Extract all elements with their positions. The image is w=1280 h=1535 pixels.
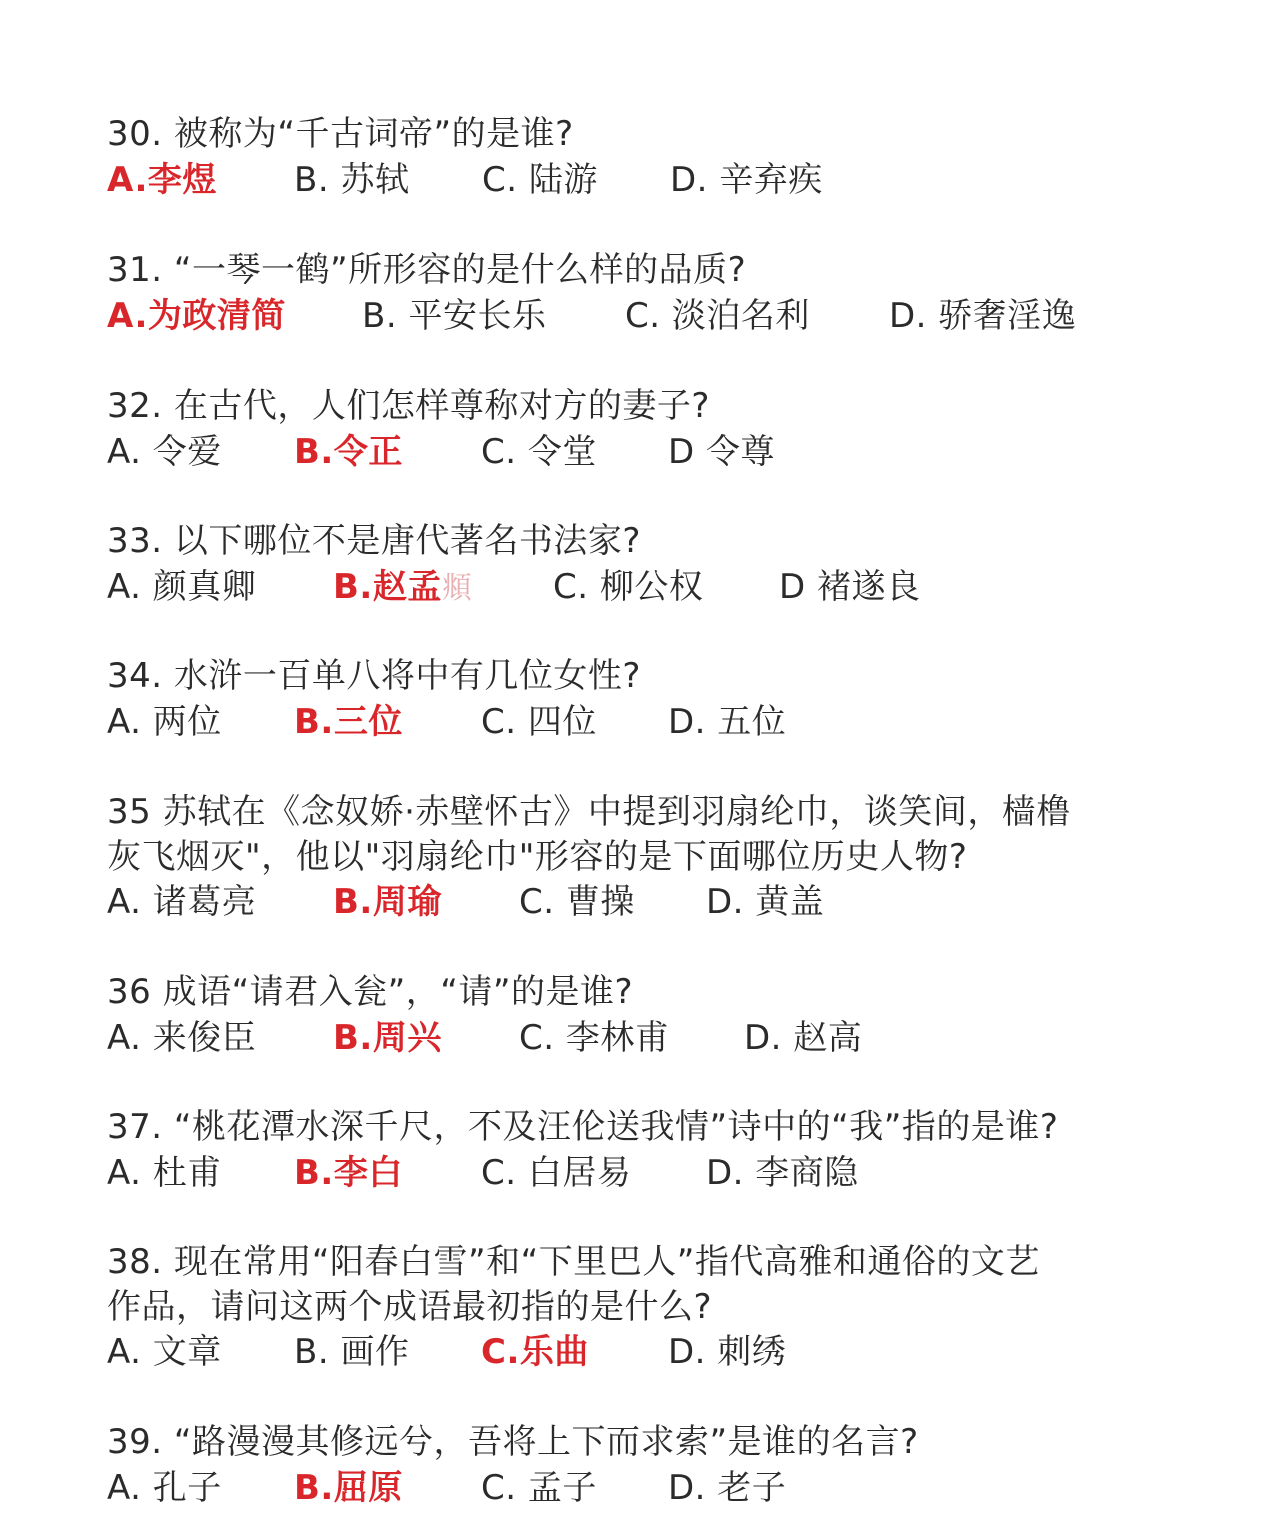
option-b: B.三位: [294, 702, 403, 742]
option-d: D 令尊: [668, 432, 775, 472]
option-b: B.周瑜: [333, 882, 442, 922]
option-c: C. 李林甫: [519, 1018, 670, 1058]
option-a: A. 两位: [107, 702, 222, 742]
option-a: A. 杜甫: [107, 1153, 222, 1193]
option-b-label: B.赵孟: [333, 567, 442, 607]
question-text: 32. 在古代，人们怎样尊称对方的妻子?: [107, 386, 710, 426]
option-b: B. 平安长乐: [362, 296, 547, 336]
question-text: 39. “路漫漫其修远兮，吾将上下而求索”是谁的名言?: [107, 1422, 919, 1462]
option-b: B.屈原: [294, 1468, 403, 1508]
question-text-line-1: 38. 现在常用“阳春白雪”和“下里巴人”指代高雅和通俗的文艺: [107, 1242, 1040, 1282]
option-b: [333, 565, 472, 611]
question-text: 33. 以下哪位不是唐代著名书法家?: [107, 521, 641, 561]
question-text: 37. “桃花潭水深千尺，不及汪伦送我情”诗中的“我”指的是谁?: [107, 1107, 1059, 1147]
option-d: D 褚遂良: [779, 567, 921, 607]
option-d: D. 辛弃疾: [670, 160, 823, 200]
option-d: D. 黄盖: [706, 882, 825, 922]
option-d: D. 赵高: [744, 1018, 863, 1058]
option-a: A. 来俊臣: [107, 1018, 257, 1058]
option-a: A.为政清简: [107, 296, 286, 336]
option-d: D. 老子: [668, 1468, 787, 1508]
option-b: B. 苏轼: [294, 160, 410, 200]
option-a: A.李煜: [107, 160, 217, 200]
option-d: D. 刺绣: [668, 1332, 787, 1372]
option-a: A. 诸葛亮: [107, 882, 257, 922]
option-c: C. 孟子: [481, 1468, 597, 1508]
option-c: C.乐曲: [481, 1332, 589, 1372]
option-c: C. 陆游: [482, 160, 598, 200]
question-text: 30. 被称为“千古词帝”的是谁?: [107, 114, 574, 154]
option-a: A. 孔子: [107, 1468, 222, 1508]
option-a: A. 文章: [107, 1332, 222, 1372]
option-b: B.周兴: [333, 1018, 442, 1058]
option-c: C. 白居易: [481, 1153, 632, 1193]
question-text: 31. “一琴一鹤”所形容的是什么样的品质?: [107, 250, 747, 290]
option-b: B.李白: [294, 1153, 403, 1193]
option-b-faded-char: 頫: [441, 571, 473, 606]
option-b: B. 画作: [294, 1332, 410, 1372]
question-text: 36 成语“请君入瓮”，“请”的是谁?: [107, 972, 634, 1012]
option-d: D. 骄奢淫逸: [889, 296, 1077, 336]
option-c: C. 曹操: [519, 882, 635, 922]
option-d: D. 李商隐: [706, 1153, 859, 1193]
question-text: 34. 水浒一百单八将中有几位女性?: [107, 656, 641, 696]
option-b: B.令正: [294, 432, 403, 472]
option-a: A. 颜真卿: [107, 567, 257, 607]
option-d: D. 五位: [668, 702, 787, 742]
option-c: C. 柳公权: [553, 567, 704, 607]
option-a: A. 令爱: [107, 432, 222, 472]
question-text-line-2: 作品，请问这两个成语最初指的是什么?: [107, 1287, 713, 1327]
option-c: C. 令堂: [481, 432, 597, 472]
question-text-line-1: 35 苏轼在《念奴娇·赤壁怀古》中提到羽扇纶巾，谈笑间，樯橹: [107, 792, 1071, 832]
question-text-line-2: 灰飞烟灭"，他以"羽扇纶巾"形容的是下面哪位历史人物?: [107, 837, 968, 877]
option-c: C. 淡泊名利: [625, 296, 810, 336]
option-c: C. 四位: [481, 702, 597, 742]
